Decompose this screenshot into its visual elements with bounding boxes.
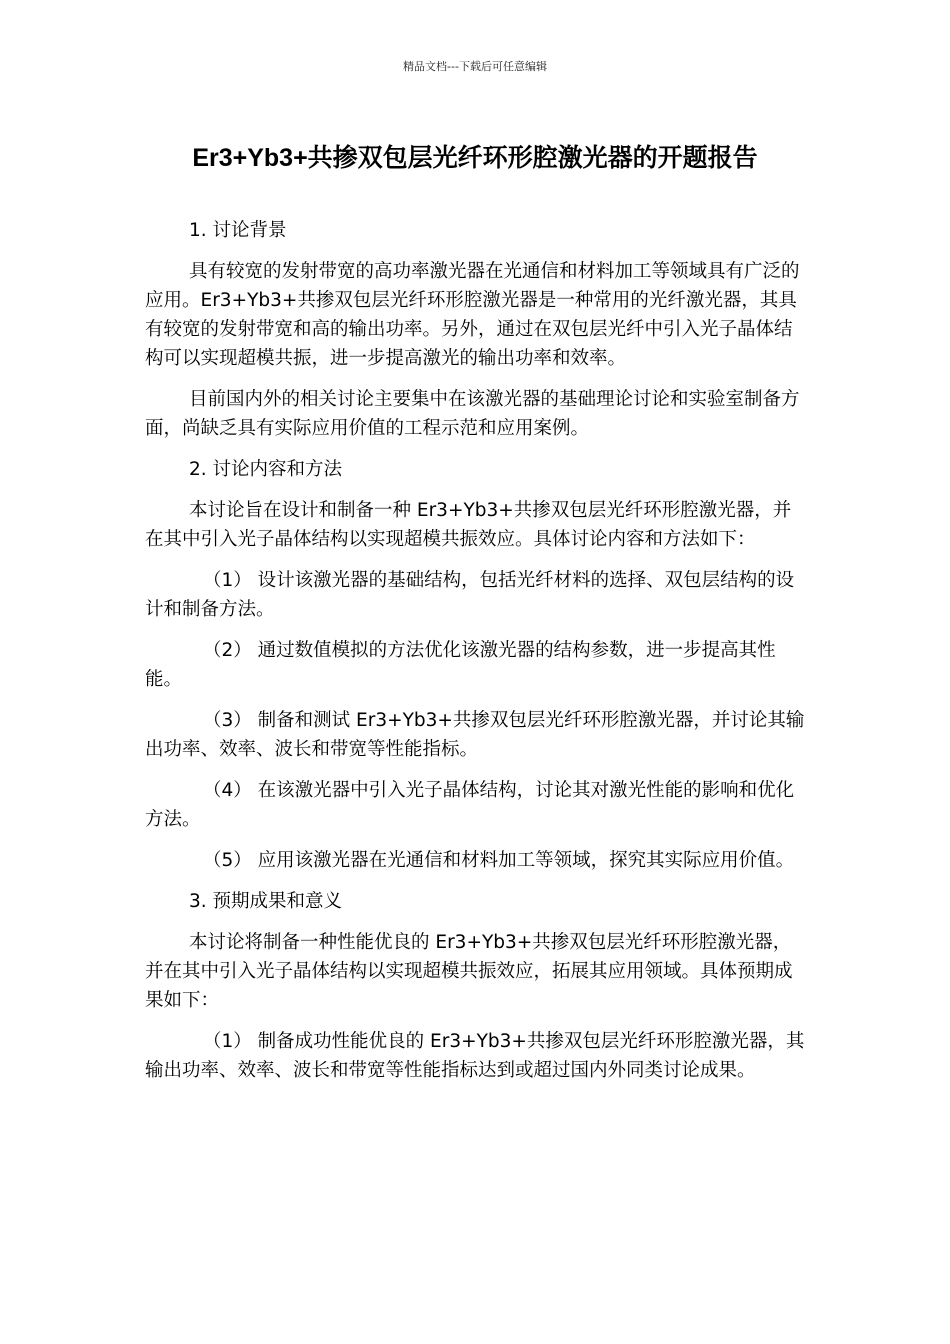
paragraph: 本讨论旨在设计和制备一种 Er3+Yb3+共掺双包层光纤环形腔激光器，并在其中引入光子晶体结构以实现超模共振效应。具体讨论内容和方法如下：: [145, 500, 792, 550]
list-item: （5） 应用该激光器在光通信和材料加工等领域，探究其实际应用价值。: [203, 850, 795, 871]
paragraph: 具有较宽的发射带宽的高功率激光器在光通信和材料加工等领域具有广泛的应用。Er3+Yb3+共掺双包层光纤环形腔激光器是一种常用的光纤激光器，其具有较宽的发射带宽和高的输出功率。另外，通过在双包层光纤中引入光子晶体结构可以实现超模共振，进一步提高激光的输出功率和效率。: [145, 261, 800, 369]
list-item: （2） 通过数值模拟的方法优化该激光器的结构参数，进一步提高其性能。: [145, 640, 776, 690]
list-item: （4） 在该激光器中引入光子晶体结构，讨论其对激光性能的影响和优化方法。: [145, 780, 795, 830]
list-item: （1） 制备成功性能优良的 Er3+Yb3+共掺双包层光纤环形腔激光器，其输出功率、效率、波长和带宽等性能指标达到或超过国内外同类讨论成果。: [145, 1031, 805, 1081]
paragraph: 目前国内外的相关讨论主要集中在该激光器的基础理论讨论和实验室制备方面，尚缺乏具有实际应用价值的工程示范和应用案例。: [145, 389, 800, 439]
document-body: [145, 216, 805, 1097]
list-item: （1） 设计该激光器的基础结构，包括光纤材料的选择、双包层结构的设计和制备方法。: [145, 570, 795, 620]
section-heading: 1. 讨论背景: [189, 220, 287, 241]
document-title: Er3+Yb3+共掺双包层光纤环形腔激光器的开题报告: [192, 144, 758, 172]
list-item: （3） 制备和测试 Er3+Yb3+共掺双包层光纤环形腔激光器，并讨论其输出功率、效率、波长和带宽等性能指标。: [145, 710, 805, 760]
header-note: 精品文档---下载后可任意编辑: [403, 60, 547, 73]
paragraph: 本讨论将制备一种性能优良的 Er3+Yb3+共掺双包层光纤环形腔激光器，并在其中引入光子晶体结构以实现超模共振效应，拓展其应用领域。具体预期成果如下：: [145, 932, 793, 1011]
section-heading: 2. 讨论内容和方法: [189, 459, 343, 480]
section-heading: 3. 预期成果和意义: [189, 891, 343, 912]
